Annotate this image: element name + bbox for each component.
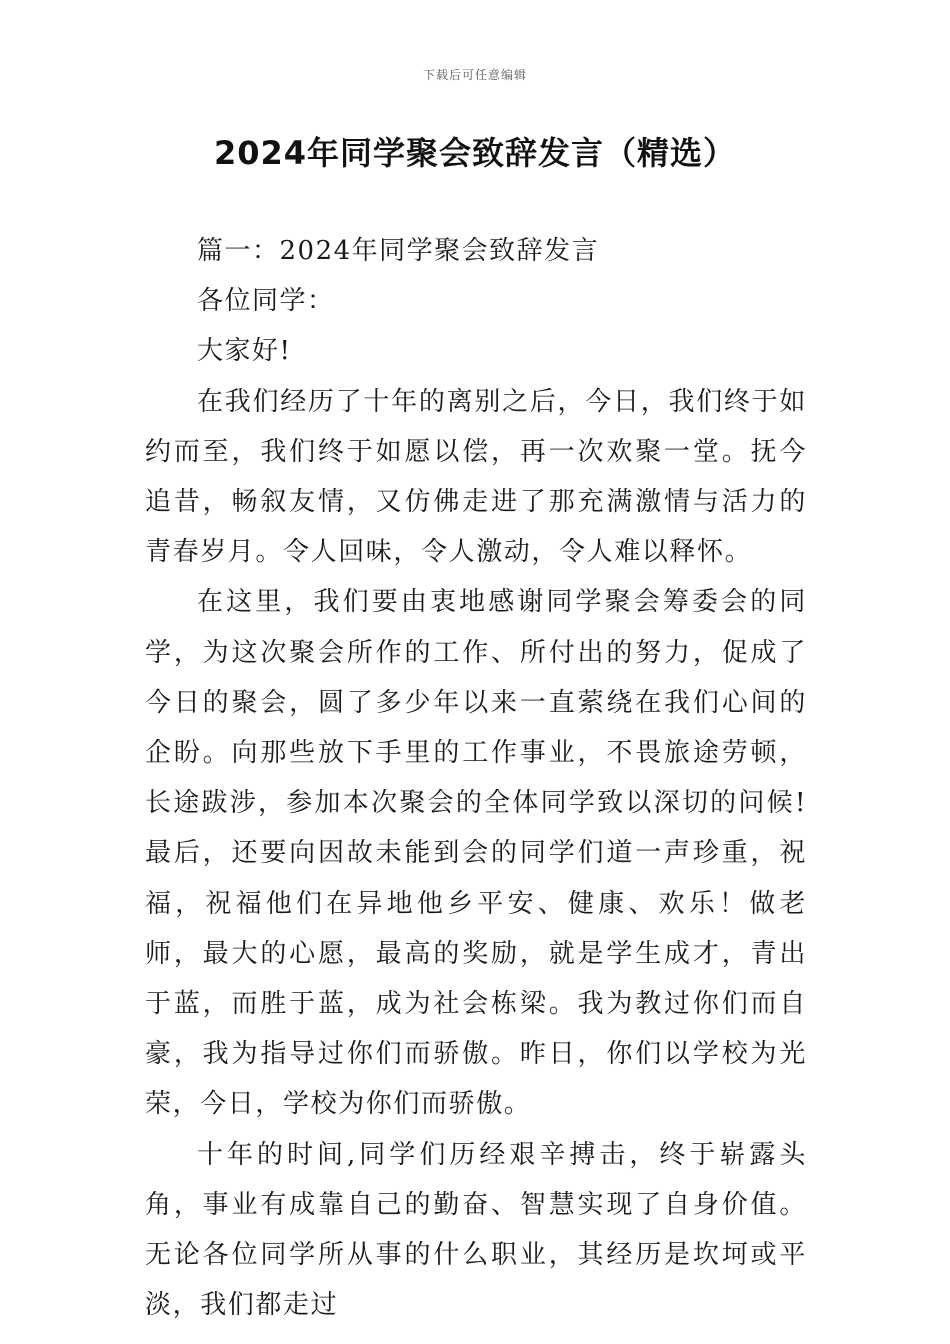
document-body (145, 226, 807, 1330)
salutation: 各位同学： (197, 286, 335, 317)
paragraph: 在我们经历了十年的离别之后，今日，我们终于如约而至，我们终于如愿以偿，再一次欢聚一堂。抚今追昔，畅叙友情，又仿佛走进了那充满激情与活力的青春岁月。令人回味，令人激动，令人难以释怀。 (145, 386, 807, 568)
greeting: 大家好! (197, 336, 292, 367)
document-title: 2024年同学聚会致辞发言（精选） (213, 134, 737, 172)
paragraph: 十年的时间,同学们历经艰辛搏击，终于崭露头角，事业有成靠自己的勤奋、智慧实现了自身价值。无论各位同学所从事的什么职业，其经历是坎坷或平淡，我们都走过 (145, 1139, 807, 1321)
paragraph: 在这里，我们要由衷地感谢同学聚会筹委会的同学，为这次聚会所作的工作、所付出的努力，促成了今日的聚会，圆了多少年以来一直萦绕在我们心间的企盼。向那些放下手里的工作事业，不畏旅途劳顿，长途跋涉，参加本次聚会的全体同学致以深切的问候!最后，还要向因故未能到会的同学们道一声珍重，祝福，祝福他们在异地他乡平安、健康、欢乐！做老师，最大的心愿，最高的奖励，就是学生成才，青出于蓝，而胜于蓝，成为社会栋梁。我为教过你们而自豪，我为指导过你们而骄傲。昨日，你们以学校为光荣，今日，学校为你们而骄傲。 (145, 587, 807, 1120)
section-heading: 篇一：2024年同学聚会致辞发言 (197, 236, 600, 266)
header-note: 下载后可任意编辑 (422, 68, 527, 82)
